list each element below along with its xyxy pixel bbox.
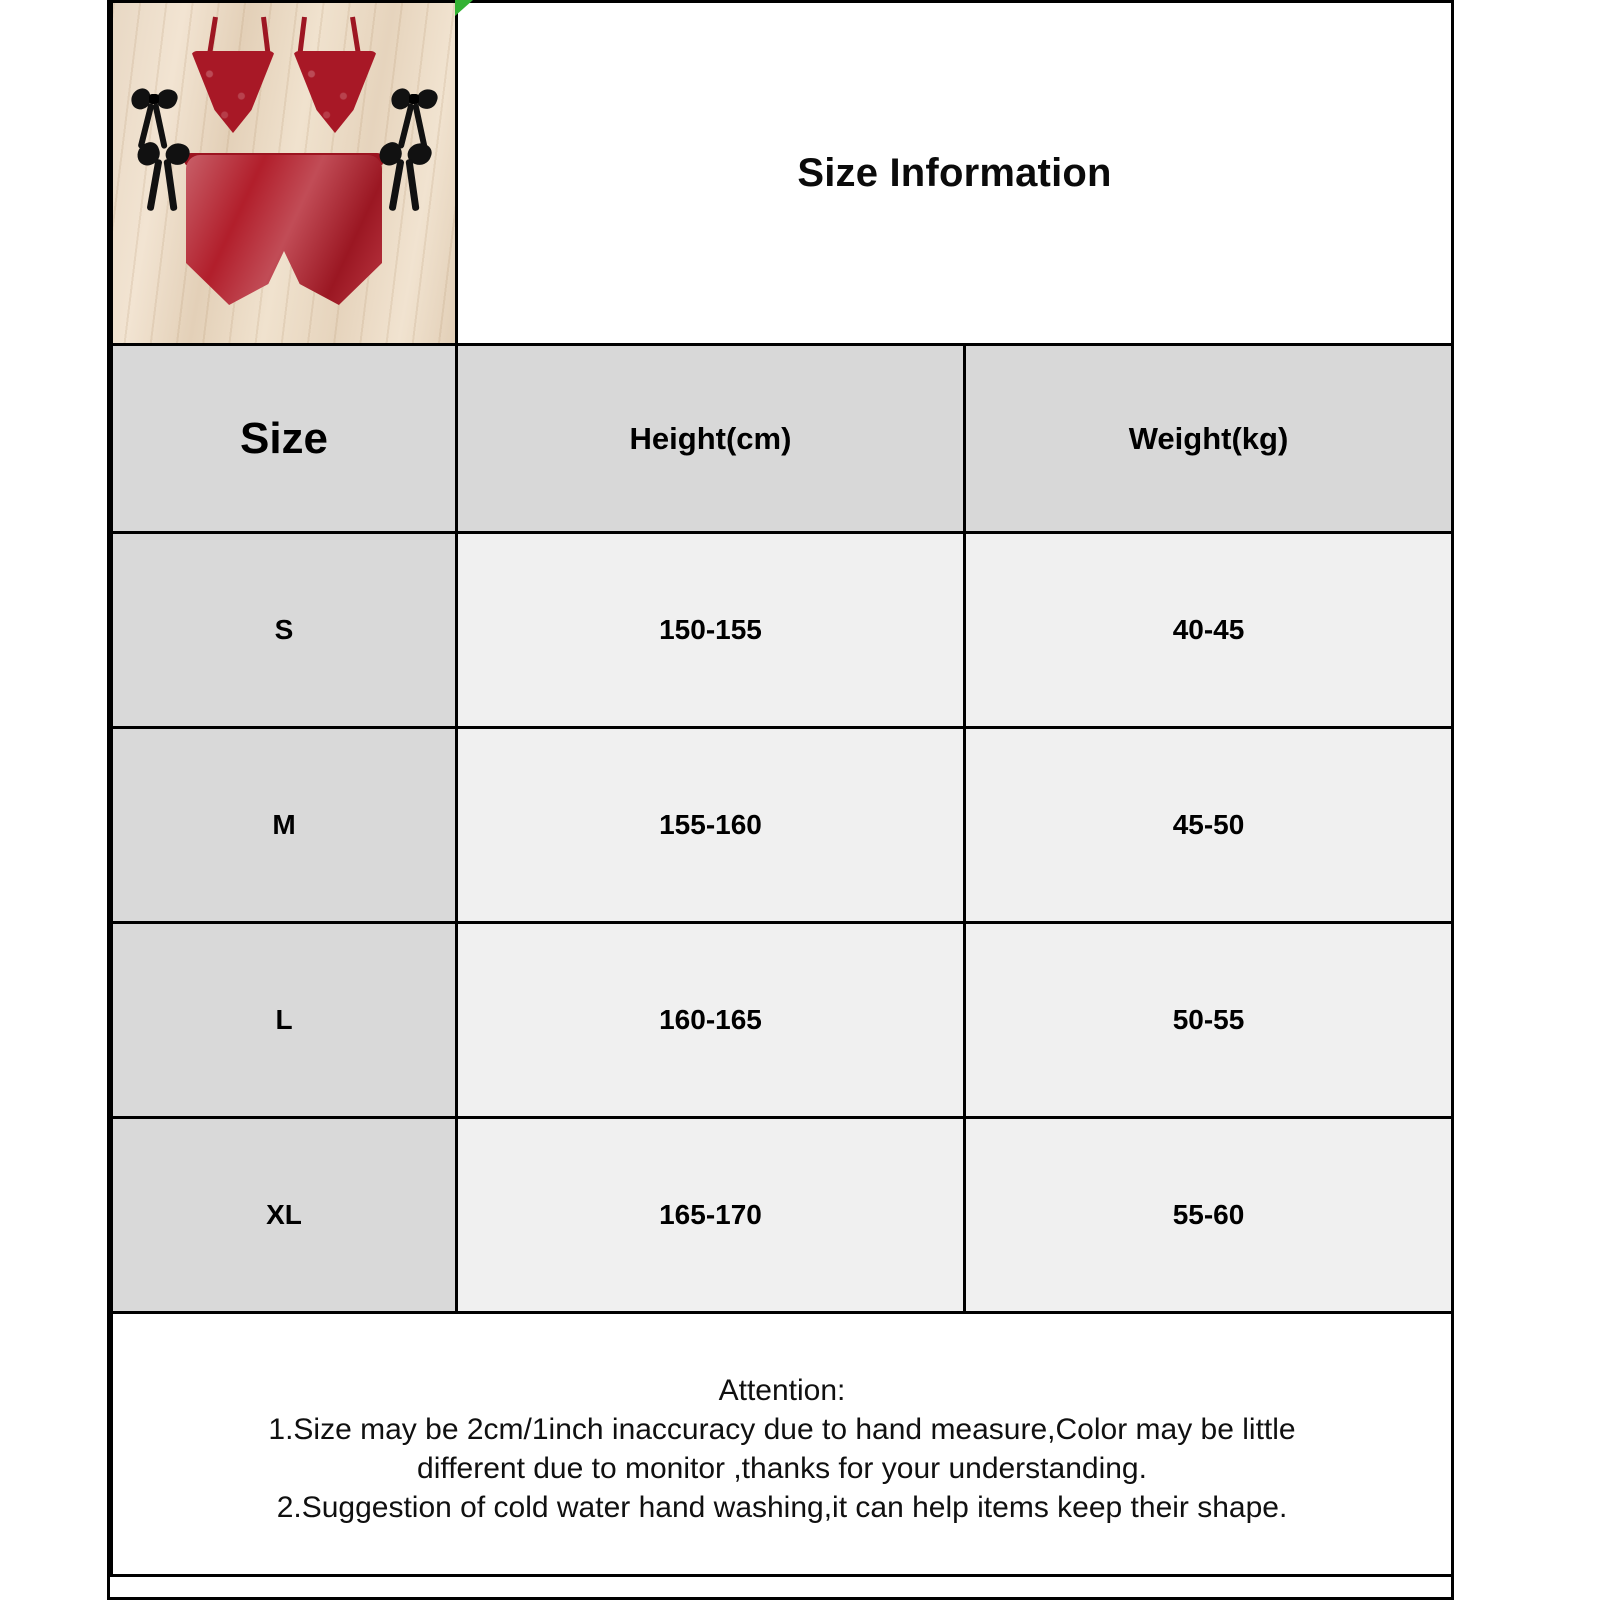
attention-line-1: 1.Size may be 2cm/1inch inaccuracy due to hand measure,Color may be little [268, 1413, 1296, 1446]
attention-line-3: 2.Suggestion of cold water hand washing,it can help items keep their shape. [276, 1491, 1288, 1524]
column-header-weight [965, 345, 1453, 533]
column-header-size [112, 345, 457, 533]
column-header-height [457, 345, 965, 533]
bra-cup-right [293, 51, 377, 133]
table-row-header-banner [112, 2, 1453, 345]
table-row [112, 1118, 1453, 1313]
cell-weight: 45-50 [965, 728, 1453, 923]
column-header-height-label: Height(cm) [629, 420, 792, 456]
cell-size: M [112, 728, 457, 923]
cell-size: S [112, 533, 457, 728]
table-row [112, 728, 1453, 923]
attention-cell [112, 1313, 1453, 1576]
strap-icon [350, 17, 361, 57]
cell-size: L [112, 923, 457, 1118]
table-row [112, 533, 1453, 728]
product-image-cell [112, 2, 457, 345]
bow-icon [391, 89, 437, 111]
attention-heading: Attention: [718, 1374, 846, 1407]
cell-height: 155-160 [457, 728, 965, 923]
cell-weight: 40-45 [965, 533, 1453, 728]
cell-height: 160-165 [457, 923, 965, 1118]
table-row [112, 923, 1453, 1118]
column-header-weight-label: Weight(kg) [1128, 420, 1289, 456]
table-header-row [112, 345, 1453, 533]
bow-icon [379, 143, 431, 167]
attention-line-2: different due to monitor ,thanks for your understanding. [417, 1452, 1147, 1485]
cell-weight: 50-55 [965, 923, 1453, 1118]
size-information-table [110, 0, 1454, 1577]
title-cell [457, 2, 1453, 345]
size-chart-card [107, 0, 1454, 1600]
attention-box [113, 1361, 1451, 1527]
cell-height: 150-155 [457, 533, 965, 728]
cell-weight: 55-60 [965, 1118, 1453, 1313]
page-title: Size Information [797, 150, 1112, 195]
product-photo [113, 3, 455, 343]
bralette-graphic [189, 17, 379, 147]
strap-icon [261, 17, 271, 57]
bow-icon [137, 143, 189, 167]
cell-size: XL [112, 1118, 457, 1313]
strap-icon [297, 17, 307, 57]
attention-row [112, 1313, 1453, 1576]
shorts-graphic [186, 155, 382, 305]
bow-icon [131, 89, 177, 111]
bra-cup-left [191, 51, 275, 133]
cell-height: 165-170 [457, 1118, 965, 1313]
strap-icon [207, 17, 218, 57]
column-header-size-label: Size [239, 413, 329, 463]
